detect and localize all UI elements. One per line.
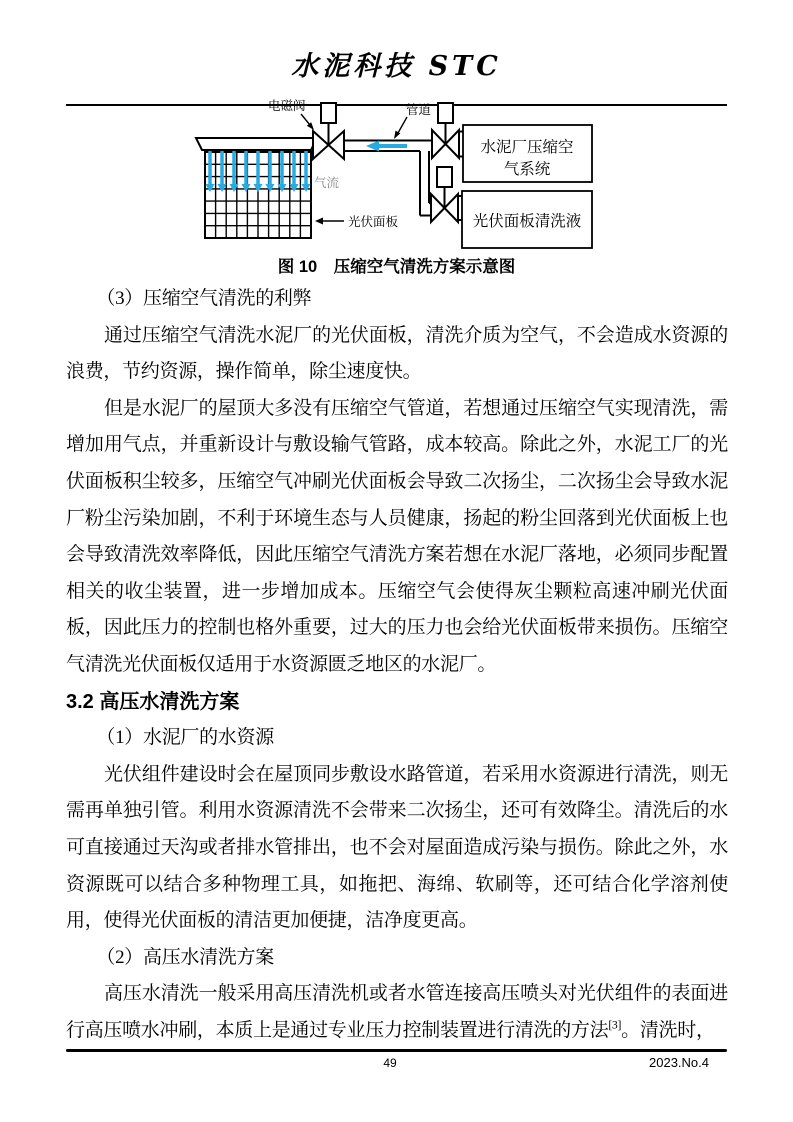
airflow-arrows: [206, 151, 311, 192]
solenoid-valve: [313, 103, 344, 159]
cleaning-liquid-valve: [431, 167, 462, 222]
label-pv-panel: 光伏面板: [348, 215, 399, 229]
footer-rule: [66, 1049, 727, 1052]
pipe-lines: [344, 141, 432, 216]
list-item-3: （3）压缩空气清洗的利弊: [96, 288, 312, 309]
paragraph-high-pressure-tail: 。清洗时，: [621, 1019, 715, 1041]
pipe-pointer-arrow: [394, 117, 407, 139]
paragraph-water-resource: 光伏组件建设时会在屋顶同步敷设水路管道，若采用水资源进行清洗，则无需再单独引管。利用水资源清洗不会带来二次扬尘，还可有效降尘。清洗后的水可直接通过天沟或者排水管排出，也不会对屋面造成污染与损伤。除此之外，水资源既可以结合多种物理工具，如拖把、海绵、软刷等，还可结合化学溶剂使用，使得光伏面板的清洁更加便捷，洁净度更高。: [66, 763, 728, 932]
paragraph-high-pressure-text: 高压水清洗一般采用高压清洗机或者水管连接高压喷头对光伏组件的表面进行高压喷水冲刷，本质上是通过专业压力控制装置进行清洗的方法: [66, 983, 728, 1041]
paragraph-air-pros: 通过压缩空气清洗水泥厂的光伏面板，清洗介质为空气，不会造成水资源的浪费，节约资源，操作简单，除尘速度快。: [66, 324, 728, 383]
figure-diagram: [0, 0, 793, 252]
figure-caption: 图 10 压缩空气清洗方案示意图: [277, 258, 516, 276]
issue-label: 2023.No.4: [649, 1055, 709, 1070]
spray-bar: [196, 138, 317, 150]
label-pipe: 管道: [406, 103, 432, 117]
section-heading-3-2: 3.2 高压水清洗方案: [66, 690, 240, 713]
compressed-air-valve: [432, 103, 463, 158]
list-item-2: （2）高压水清洗方案: [96, 946, 274, 968]
page-number: 49: [383, 1056, 397, 1070]
paragraph-air-cons: 但是水泥厂的屋顶大多没有压缩空气管道，若想通过压缩空气实现清洗，需增加用气点，并重新设计与敷设输气管路，成本较高。除此之外，水泥工厂的光伏面板积尘较多，压缩空气冲刷光伏面板会导致二次扬尘，二次扬尘会导致水泥厂粉尘污染加剧，不利于环境生态与人员健康，扬起的粉尘回落到光伏面板上也会导致清洗效率降低，因此压缩空气清洗方案若想在水泥厂落地，必须同步配置相关的收尘装置，进一步增加成本。压缩空气会使得灰尘颗粒高速冲刷光伏面板，因此压力的控制也格外重要，过大的压力也会给光伏面板带来损伤。压缩空气清洗光伏面板仅适用于水资源匮乏地区的水泥厂。: [66, 397, 728, 675]
label-solenoid-valve: 电磁阀: [268, 99, 306, 113]
body-text: [66, 281, 728, 1049]
citation-ref-3: [3]: [608, 1018, 622, 1032]
journal-header-title: 水泥科技 STC: [291, 51, 502, 82]
list-item-1: （1）水泥厂的水资源: [96, 727, 274, 749]
box-label-cleaning-liquid: 光伏面板清洗液: [472, 213, 582, 230]
paragraph-high-pressure: [66, 976, 728, 1049]
box-label-compressed-air-line2: 气系统: [503, 161, 551, 178]
label-airflow: 气流: [314, 176, 340, 190]
solenoid-pointer-arrow: [301, 114, 314, 130]
flow-direction-arrow: [366, 141, 407, 152]
box-label-compressed-air-line1: 水泥厂压缩空: [480, 139, 574, 156]
pv-panel-pointer-arrow: [315, 218, 344, 225]
